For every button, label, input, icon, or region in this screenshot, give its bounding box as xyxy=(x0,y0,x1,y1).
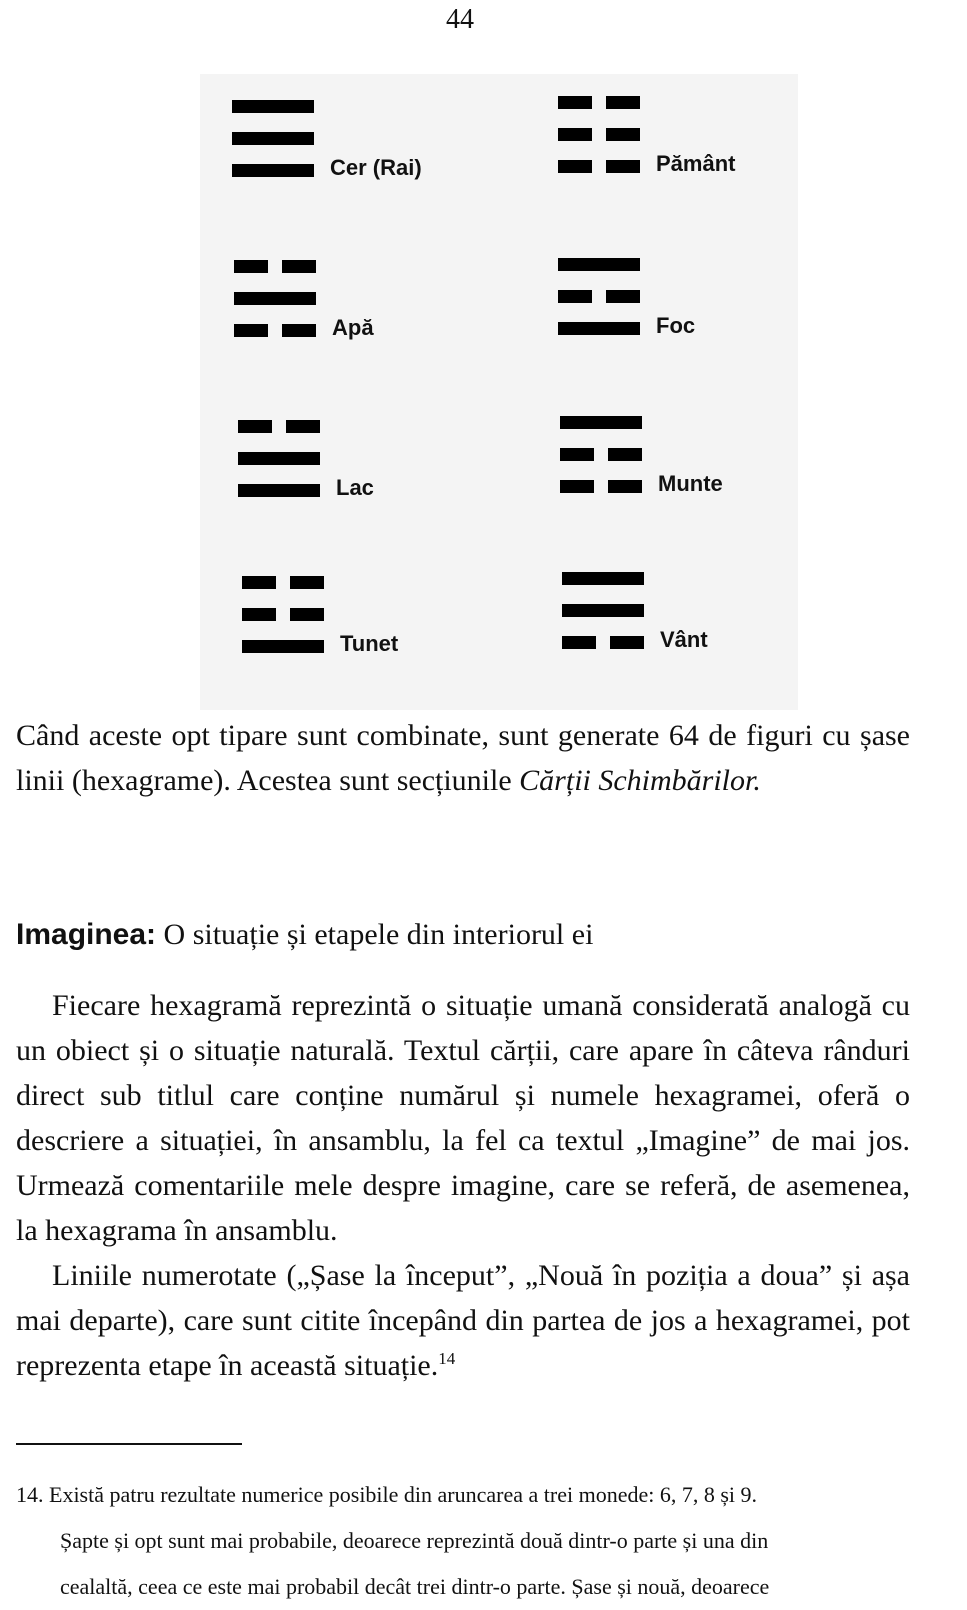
broken-line-segment xyxy=(282,324,316,337)
broken-line-segment xyxy=(558,160,592,173)
broken-line-segment xyxy=(562,636,596,649)
broken-line-segment xyxy=(610,636,644,649)
broken-line-segment xyxy=(290,576,324,589)
solid-line xyxy=(238,484,320,497)
paragraph-2 xyxy=(16,1253,910,1388)
broken-line-segment xyxy=(606,96,640,109)
broken-line-segment xyxy=(606,290,640,303)
footnote-divider xyxy=(16,1443,242,1445)
trigram-label: Tunet xyxy=(340,631,399,656)
trigram-label: Foc xyxy=(656,313,696,338)
solid-line xyxy=(560,416,642,429)
paragraph-2-text: Liniile numerotate („Șase la început”, „Nouă în poziția a doua” și așa mai departe), care sunt citite începând din partea de jos a hexagramei, pot reprezenta etape în această situație. xyxy=(16,1259,910,1382)
footnote xyxy=(16,1472,910,1610)
trigrams-figure xyxy=(200,74,798,710)
solid-line xyxy=(558,258,640,271)
broken-line-segment xyxy=(560,448,594,461)
broken-line-segment xyxy=(234,324,268,337)
section-label: Imaginea: xyxy=(16,918,157,951)
solid-line xyxy=(562,604,644,617)
broken-line-segment xyxy=(290,608,324,621)
trigram-label: Munte xyxy=(658,471,723,496)
intro-paragraph xyxy=(16,713,910,803)
trigram-label: Lac xyxy=(336,475,374,500)
trigram-label: Apă xyxy=(332,315,374,340)
broken-line-segment xyxy=(608,448,642,461)
footnote-line-3: cealaltă, ceea ce este mai probabil decât trei dintr-o parte. Șase și nouă, deoarece xyxy=(60,1574,770,1599)
footnote-line-1-text: Există patru rezultate numerice posibile din aruncarea a trei monede: 6, 7, 8 și 9. xyxy=(49,1482,758,1507)
broken-line-segment xyxy=(238,420,272,433)
solid-line xyxy=(242,640,324,653)
broken-line-segment xyxy=(558,128,592,141)
solid-line xyxy=(238,452,320,465)
section-title: O situație și etapele din interiorul ei xyxy=(156,918,594,951)
footnote-line-2: Șapte și opt sunt mai probabile, deoarece reprezintă două dintr-o parte și una din xyxy=(60,1528,769,1553)
solid-line xyxy=(562,572,644,585)
trigram-label: Cer (Rai) xyxy=(330,155,422,180)
broken-line-segment xyxy=(608,480,642,493)
section-heading xyxy=(16,918,593,952)
trigram-label: Pământ xyxy=(656,151,736,176)
broken-line-segment xyxy=(558,290,592,303)
broken-line-segment xyxy=(560,480,594,493)
broken-line-segment xyxy=(242,608,276,621)
solid-line xyxy=(234,292,316,305)
trigram-label: Vânt xyxy=(660,627,708,652)
broken-line-segment xyxy=(558,96,592,109)
broken-line-segment xyxy=(242,576,276,589)
footnote-ref[interactable]: 14 xyxy=(438,1349,456,1368)
paragraph-1: Fiecare hexagramă reprezintă o situație umană considerată analogă cu un obiect și o situație naturală. Textul cărții, care apare în câteva rânduri direct sub titlul care conține numărul și numele hexagramei, oferă o descriere a situației, în ansamblu, la fel ca textul „Imagine” de mai jos. Urmează comentariile mele despre imagine, care se referă, de asemenea, la hexagrama în ansamblu. xyxy=(16,989,910,1247)
solid-line xyxy=(558,322,640,335)
page-number: 44 xyxy=(446,4,474,35)
broken-line-segment xyxy=(234,260,268,273)
broken-line-segment xyxy=(282,260,316,273)
broken-line-segment xyxy=(286,420,320,433)
broken-line-segment xyxy=(606,128,640,141)
solid-line xyxy=(232,132,314,145)
solid-line xyxy=(232,100,314,113)
solid-line xyxy=(232,164,314,177)
broken-line-segment xyxy=(606,160,640,173)
footnote-line-1 xyxy=(16,1472,910,1518)
footnote-number: 14. xyxy=(16,1482,44,1507)
intro-book-title: Cărții Schimbărilor. xyxy=(519,764,761,797)
intro-text: Când aceste opt tipare sunt combinate, sunt generate 64 de figuri cu șase linii (hexagrame). Acestea sunt secțiunile xyxy=(16,719,910,797)
